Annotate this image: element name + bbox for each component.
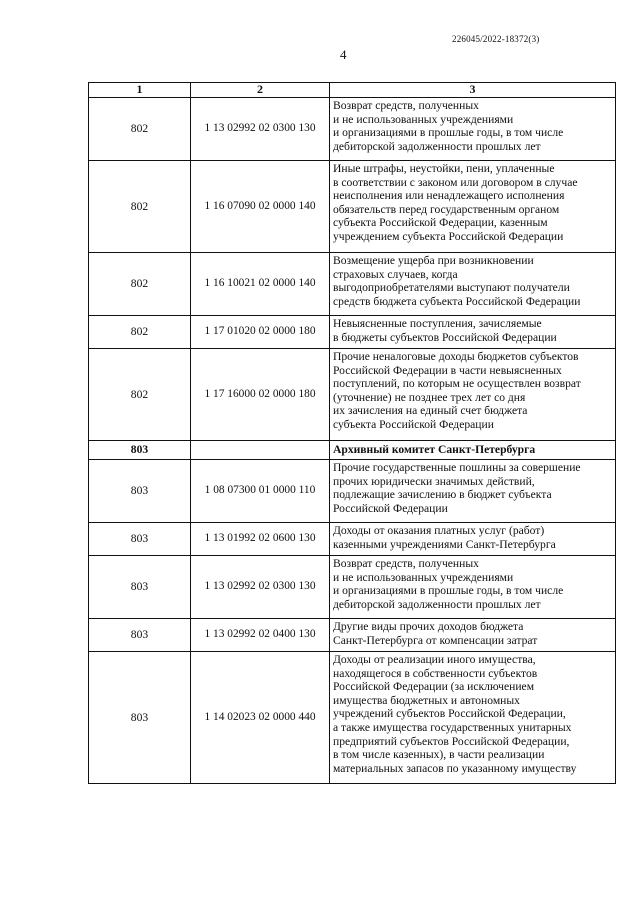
description-line: учреждением субъекта Российской Федерации	[333, 229, 564, 243]
description-line: субъекта Российской Федерации, казенным	[333, 216, 548, 230]
budget-code-cell: 1 13 01992 02 0600 130	[191, 523, 330, 556]
admin-code-cell: 802	[89, 316, 191, 349]
description-cell	[330, 349, 616, 441]
description-line: подлежащие зачислению в бюджет субъекта	[333, 488, 552, 502]
description-line: в соответствии с законом или договором в случае	[333, 175, 578, 189]
description-line: Возмещение ущерба при возникновении	[333, 254, 534, 267]
description-line: в бюджеты субъектов Российской Федерации	[333, 330, 557, 344]
description-line: Возврат средств, полученных	[333, 557, 479, 570]
page-number: 4	[340, 47, 347, 62]
description-line: и организациями в прошлые годы, в том числе	[333, 584, 564, 598]
admin-code-cell: 802	[89, 349, 191, 441]
description-cell	[330, 161, 616, 253]
header-col-2: 2	[191, 83, 330, 98]
description-cell	[330, 441, 616, 460]
description-line: и организациями в прошлые годы, в том числе	[333, 126, 564, 140]
description-line: Прочие неналоговые доходы бюджетов субъектов	[333, 350, 579, 363]
description-cell	[330, 652, 616, 784]
description-cell	[330, 460, 616, 523]
header-col-1: 1	[89, 83, 191, 98]
table-row	[89, 523, 616, 556]
description-line: средств бюджета субъекта Российской Федерации	[333, 294, 581, 308]
table-row	[89, 316, 616, 349]
description-line: Санкт-Петербурга от компенсации затрат	[333, 633, 538, 647]
description-cell	[330, 316, 616, 349]
section-header-row	[89, 441, 616, 460]
description-line: казенными учреждениями Санкт-Петербурга	[333, 537, 556, 551]
table-row	[89, 161, 616, 253]
table-row	[89, 556, 616, 619]
table-row	[89, 652, 616, 784]
admin-code-cell: 803	[89, 460, 191, 523]
budget-code-cell: 1 17 16000 02 0000 180	[191, 349, 330, 441]
document-number: 226045/2022-18372(3)	[452, 34, 540, 44]
description-cell	[330, 619, 616, 652]
admin-code-cell: 803	[89, 556, 191, 619]
description-line: Российской Федерации	[333, 501, 448, 515]
description-cell	[330, 253, 616, 316]
description-line: и не использованных учреждениями	[333, 570, 514, 584]
budget-code-cell: 1 17 01020 02 0000 180	[191, 316, 330, 349]
admin-code-cell: 803	[89, 441, 191, 460]
description-cell	[330, 556, 616, 619]
budget-code-cell: 1 13 02992 02 0300 130	[191, 556, 330, 619]
admin-code-cell: 802	[89, 161, 191, 253]
description-line: Российской Федерации (за исключением	[333, 680, 535, 694]
description-cell	[330, 523, 616, 556]
description-line: а также имущества государственных унитарных	[333, 720, 572, 734]
description-line: Иные штрафы, неустойки, пени, уплаченные	[333, 162, 555, 175]
description-line: выгодоприобретателями выступают получатели	[333, 281, 570, 295]
budget-code-cell: 1 14 02023 02 0000 440	[191, 652, 330, 784]
table-row	[89, 253, 616, 316]
revenue-codes-table	[88, 82, 616, 784]
description-line: предприятий субъектов Российской Федерации,	[333, 734, 570, 748]
description-line: обязательств перед государственным органом	[333, 202, 560, 216]
description-line: имущества бюджетных и автономных	[333, 693, 520, 707]
budget-code-cell	[191, 441, 330, 460]
budget-code-cell: 1 13 02992 02 0300 130	[191, 98, 330, 161]
admin-code-cell: 802	[89, 253, 191, 316]
table-header-row	[89, 83, 616, 98]
description-line: Невыясненные поступления, зачисляемые	[333, 317, 542, 330]
description-line: страховых случаев, когда	[333, 267, 458, 281]
description-line: Прочие государственные пошлины за совершение	[333, 461, 581, 474]
description-line: Другие виды прочих доходов бюджета	[333, 620, 524, 633]
budget-code-cell: 1 16 10021 02 0000 140	[191, 253, 330, 316]
description-cell	[330, 98, 616, 161]
table-row	[89, 98, 616, 161]
description-line: Российской Федерации в части невыясненных	[333, 363, 562, 377]
description-line: Архивный комитет Санкт-Петербурга	[333, 443, 536, 457]
description-line: субъекта Российской Федерации	[333, 417, 494, 431]
description-line: их зачисления на единый счет бюджета	[333, 404, 528, 418]
admin-code-cell: 803	[89, 619, 191, 652]
description-line: Доходы от оказания платных услуг (работ)	[333, 524, 545, 537]
table-body	[89, 98, 616, 784]
description-line: (уточнение) не позднее трех лет со дня	[333, 390, 526, 404]
budget-code-cell: 1 13 02992 02 0400 130	[191, 619, 330, 652]
description-line: неисполнения или ненадлежащего исполнения	[333, 189, 565, 203]
description-line: находящегося в собственности субъектов	[333, 666, 538, 680]
description-line: дебиторской задолженности прошлых лет	[333, 597, 541, 611]
description-line: и не использованных учреждениями	[333, 112, 514, 126]
description-line: прочих юридически значимых действий,	[333, 474, 535, 488]
description-line: Доходы от реализации иного имущества,	[333, 653, 536, 666]
admin-code-cell: 803	[89, 652, 191, 784]
table-row	[89, 619, 616, 652]
description-line: в том числе казенных), в части реализации	[333, 748, 545, 762]
table-row	[89, 349, 616, 441]
description-line: материальных запасов по указанному имуществу	[333, 761, 577, 775]
budget-code-cell: 1 08 07300 01 0000 110	[191, 460, 330, 523]
admin-code-cell: 803	[89, 523, 191, 556]
budget-code-cell: 1 16 07090 02 0000 140	[191, 161, 330, 253]
admin-code-cell: 802	[89, 98, 191, 161]
description-line: Возврат средств, полученных	[333, 99, 479, 112]
header-col-3: 3	[330, 83, 616, 98]
description-line: поступлений, по которым не осуществлен возврат	[333, 377, 581, 391]
description-line: учреждений субъектов Российской Федерации,	[333, 707, 566, 721]
description-line: дебиторской задолженности прошлых лет	[333, 139, 541, 153]
table-row	[89, 460, 616, 523]
